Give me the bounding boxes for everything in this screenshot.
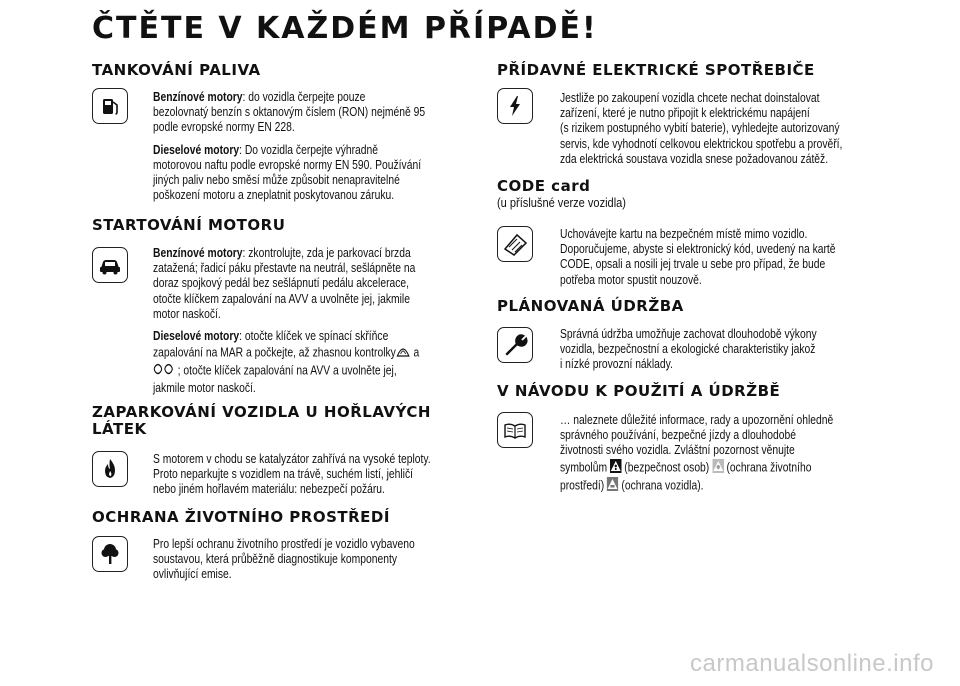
- heading-zaparkovani: ZAPARKOVÁNÍ VOZIDLA U HOŘLAVÝCH LÁTEK: [92, 403, 431, 438]
- tree-icon: [92, 536, 128, 572]
- manual-text: … naleznete důležité informace, rady a upozornění ohledně správného používání, bezpečné jízdy a dlouhodobé životnosti svého vozidla. Zvláštní pozornost věnujte symbolům (bezpečnost osob) (ochrana životního prostředí) (ochrana vozidla).: [560, 413, 833, 495]
- fuel-text: Benzínové motory: do vozidla čerpejte pouze bezolovnatý benzín s oktanovým číslem (RON) nejméně 95 podle evropské normy EN 228. Dieselové motory: Do vozidla čerpejte výhradně motorovou naftu podle evropské normy EN 590. Používání jiných paliv nebo směsí může způsobit nenapravitelné poškození motoru a zneplatnit poskytovanou záruku.: [153, 90, 426, 203]
- page-title: ČTĚTE V KAŽDÉM PŘÍPADĚ!: [92, 11, 598, 46]
- code-card-icon: [497, 226, 533, 262]
- electric-text: Jestliže po zakoupení vozidla chcete nechat doinstalovat zařízení, které je nutno připojit k elektrickému napájení (s rizikem postupného vybití baterie), vyhledejte autorizovaný servis, kde vyhodnotí celkovou elektrickou spotřebu a prověří, zda elektrická soustava vozidla snese požadovanou zátěž.: [560, 91, 843, 166]
- start-text: Benzínové motory: zkontrolujte, zda je parkovací brzda zatažená; řadicí páku přestavte na neutrál, sešlápněte na doraz spojkový pedál bez sešlápnutí pedálu akcelerace, otočte klíčkem zapalování na AVV a uvolněte jej, jakmile motor naskočí. Dieselové motory: otočte klíček ve spínací skříňce zapalování na MAR a počkejte, až zhasnou kontrolky a ; otočte klíček zapalování na AVV a uvolněte jej, jakmile motor naskočí.: [153, 246, 420, 395]
- car-icon: [92, 247, 128, 283]
- book-icon: [497, 412, 533, 448]
- environment-protection-icon: [712, 459, 723, 477]
- heading-spotrebice: PŘÍDAVNÉ ELEKTRICKÉ SPOTŘEBIČE: [497, 61, 815, 79]
- person-safety-icon: [610, 459, 621, 477]
- vehicle-protection-icon: [607, 477, 618, 495]
- heading-ochrana: OCHRANA ŽIVOTNÍHO PROSTŘEDÍ: [92, 508, 390, 526]
- preheat-warning-icon: [396, 344, 411, 362]
- wrench-icon: [497, 327, 533, 363]
- maint-text: Správná údržba umožňuje zachovat dlouhodobě výkony vozidla, bezpečnostní a ekologické charakteristiky jakož i nízké provozní náklady.: [560, 327, 817, 372]
- glow-plug-icon: [153, 362, 178, 380]
- heading-navod: V NÁVODU K POUŽITÍ A ÚDRŽBĚ: [497, 382, 781, 400]
- fuel-pump-icon: [92, 88, 128, 124]
- heading-code-card: CODE card: [497, 177, 591, 195]
- diesel-label: Dieselové motory: [153, 142, 240, 157]
- watermark: carmanualsonline.info: [690, 650, 934, 677]
- heading-tankovani: TANKOVÁNÍ PALIVA: [92, 61, 261, 79]
- petrol-label: Benzínové motory: [153, 90, 243, 104]
- flame-icon: [92, 451, 128, 487]
- env-text: Pro lepší ochranu životního prostředí je vozidlo vybaveno soustavou, která průběžně diagnostikuje komponenty ovlivňující emise.: [153, 537, 415, 582]
- parking-text: S motorem v chodu se katalyzátor zahřívá na vysoké teploty. Proto neparkujte s vozidlem na trávě, suchém listí, jehličí nebo jiném hořlavém materiálu: nebezpečí požáru.: [153, 452, 431, 497]
- code-card-subtitle: (u příslušné verze vozidla): [497, 195, 626, 210]
- code-text: Uchovávejte kartu na bezpečném místě mimo vozidlo. Doporučujeme, abyste si elektronický kód, uvedený na kartě CODE, opsali a nosili jej trvale u sebe pro případ, že bude potřeba motor spustit nouzově.: [560, 227, 836, 287]
- lightning-icon: [497, 88, 533, 124]
- heading-startovani: STARTOVÁNÍ MOTORU: [92, 216, 286, 234]
- heading-udrzba: PLÁNOVANÁ ÚDRŽBA: [497, 297, 684, 315]
